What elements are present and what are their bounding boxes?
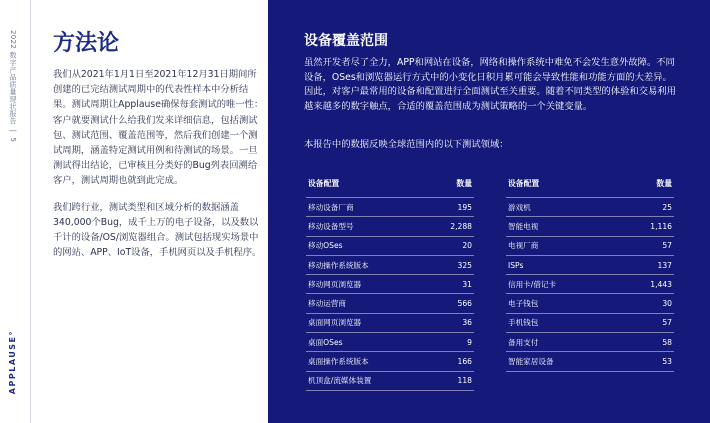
count-cell: 57 [618, 236, 674, 255]
count-cell: 325 [428, 255, 475, 274]
config-cell: 移动设备厂商 [306, 198, 428, 217]
table-row [506, 217, 674, 236]
count-cell: 57 [618, 313, 674, 332]
config-cell: 桌面网页浏览器 [306, 313, 428, 332]
table-header-row [306, 176, 474, 198]
device-table-right [506, 176, 674, 372]
page-number: 5 [9, 137, 17, 143]
count-cell: 58 [618, 333, 674, 352]
device-coverage-panel [268, 0, 710, 423]
count-cell: 1,443 [618, 275, 674, 294]
device-table-left [306, 176, 474, 391]
count-cell: 25 [618, 198, 674, 217]
config-cell: 移动OSes [306, 236, 428, 255]
count-cell: 166 [428, 352, 475, 371]
brand-logo: APPLAUSE° [8, 330, 17, 395]
column-header-config: 设备配置 [308, 179, 340, 188]
table-row [306, 217, 474, 236]
methodology-paragraph-2: 我们跨行业，测试类型和区域分析的数据涵盖340,000个Bug，成千上万的电子设备，以及数以千计的设备/OS/浏览器组合。测试包括现实场景中的网站、APP、IoT设备，手机网页以及手机程序。 [53, 201, 262, 259]
table-row [306, 352, 474, 371]
table-row [306, 255, 474, 274]
table-row [506, 236, 674, 255]
panel-title: 设备覆盖范围 [304, 33, 388, 49]
panel-lead: 本报告中的数据反映全球范围内的以下测试领域： [304, 139, 509, 150]
config-cell: 机顶盒/流媒体装置 [306, 371, 428, 390]
config-cell: 信用卡/借记卡 [506, 275, 618, 294]
config-cell: 桌面操作系统版本 [306, 352, 428, 371]
count-cell: 566 [428, 294, 475, 313]
count-cell: 20 [428, 236, 475, 255]
table-row [306, 333, 474, 352]
report-title: 2022 数字产品质量现状报告 [9, 30, 17, 125]
panel-intro: 虽然开发者尽了全力，APP和网站在设备，网络和操作系统中难免不会发生意外故障。不同设备，OSes和浏览器运行方式中的小变化日积月累可能会导致性能和功能方面的大差异。因此，对客户最常用的设备和配置进行全面测试至关重要。随着不同类型的体验和交易利用越来越多的数字触点，合适的覆盖范围成为测试策略的一个关键变量。 [304, 57, 676, 112]
count-cell: 36 [428, 313, 475, 332]
config-cell: 备用支付 [506, 333, 618, 352]
table-row [506, 275, 674, 294]
table-row [306, 294, 474, 313]
sidebar [0, 0, 31, 423]
column-header-count: 数量 [456, 179, 472, 188]
table-row [306, 198, 474, 217]
page-title: 方法论 [53, 31, 120, 56]
table-header-row [506, 176, 674, 198]
count-cell: 9 [428, 333, 475, 352]
count-cell: 1,116 [618, 217, 674, 236]
report-header: 2022 数字产品质量现状报告 | 5 [9, 30, 17, 143]
config-cell: 移动设备型号 [306, 217, 428, 236]
count-cell: 137 [618, 255, 674, 274]
config-cell: ISPs [506, 255, 618, 274]
config-cell: 游戏机 [506, 198, 618, 217]
table-row [506, 333, 674, 352]
config-cell: 移动操作系统版本 [306, 255, 428, 274]
config-cell: 电视厂商 [506, 236, 618, 255]
table-row [506, 255, 674, 274]
methodology-section [53, 30, 265, 271]
table-row [506, 198, 674, 217]
table-row [306, 371, 474, 390]
table-row [306, 313, 474, 332]
column-header-count: 数量 [656, 179, 672, 188]
table-row [306, 236, 474, 255]
config-cell: 智能电视 [506, 217, 618, 236]
config-cell: 桌面OSes [306, 333, 428, 352]
count-cell: 30 [618, 294, 674, 313]
count-cell: 53 [618, 352, 674, 371]
table-row [506, 313, 674, 332]
methodology-paragraph-1: 我们从2021年1月1日至2021年12月31日期间所创建的已完结测试周期中的代表性样本中分析结果。测试周期让Applause确保每套测试的唯一性：客户就要测试什么给我们发来详细信息，包括测试包、测试范围、覆盖范围等，然后我们创建一个测试周期，涵盖特定测试用例和待测试的场景。一旦测试得出结论，已审核且分类好的Bug列表回溯给客户，测试周期也就到此完成。 [53, 69, 264, 187]
count-cell: 31 [428, 275, 475, 294]
config-cell: 移动运营商 [306, 294, 428, 313]
count-cell: 195 [428, 198, 475, 217]
table-row [306, 275, 474, 294]
column-header-config: 设备配置 [508, 179, 540, 188]
config-cell: 电子钱包 [506, 294, 618, 313]
count-cell: 118 [428, 371, 475, 390]
config-cell: 手机钱包 [506, 313, 618, 332]
table-row [506, 352, 674, 371]
count-cell: 2,288 [428, 217, 475, 236]
config-cell: 智能家居设备 [506, 352, 618, 371]
table-row [506, 294, 674, 313]
config-cell: 移动网页浏览器 [306, 275, 428, 294]
